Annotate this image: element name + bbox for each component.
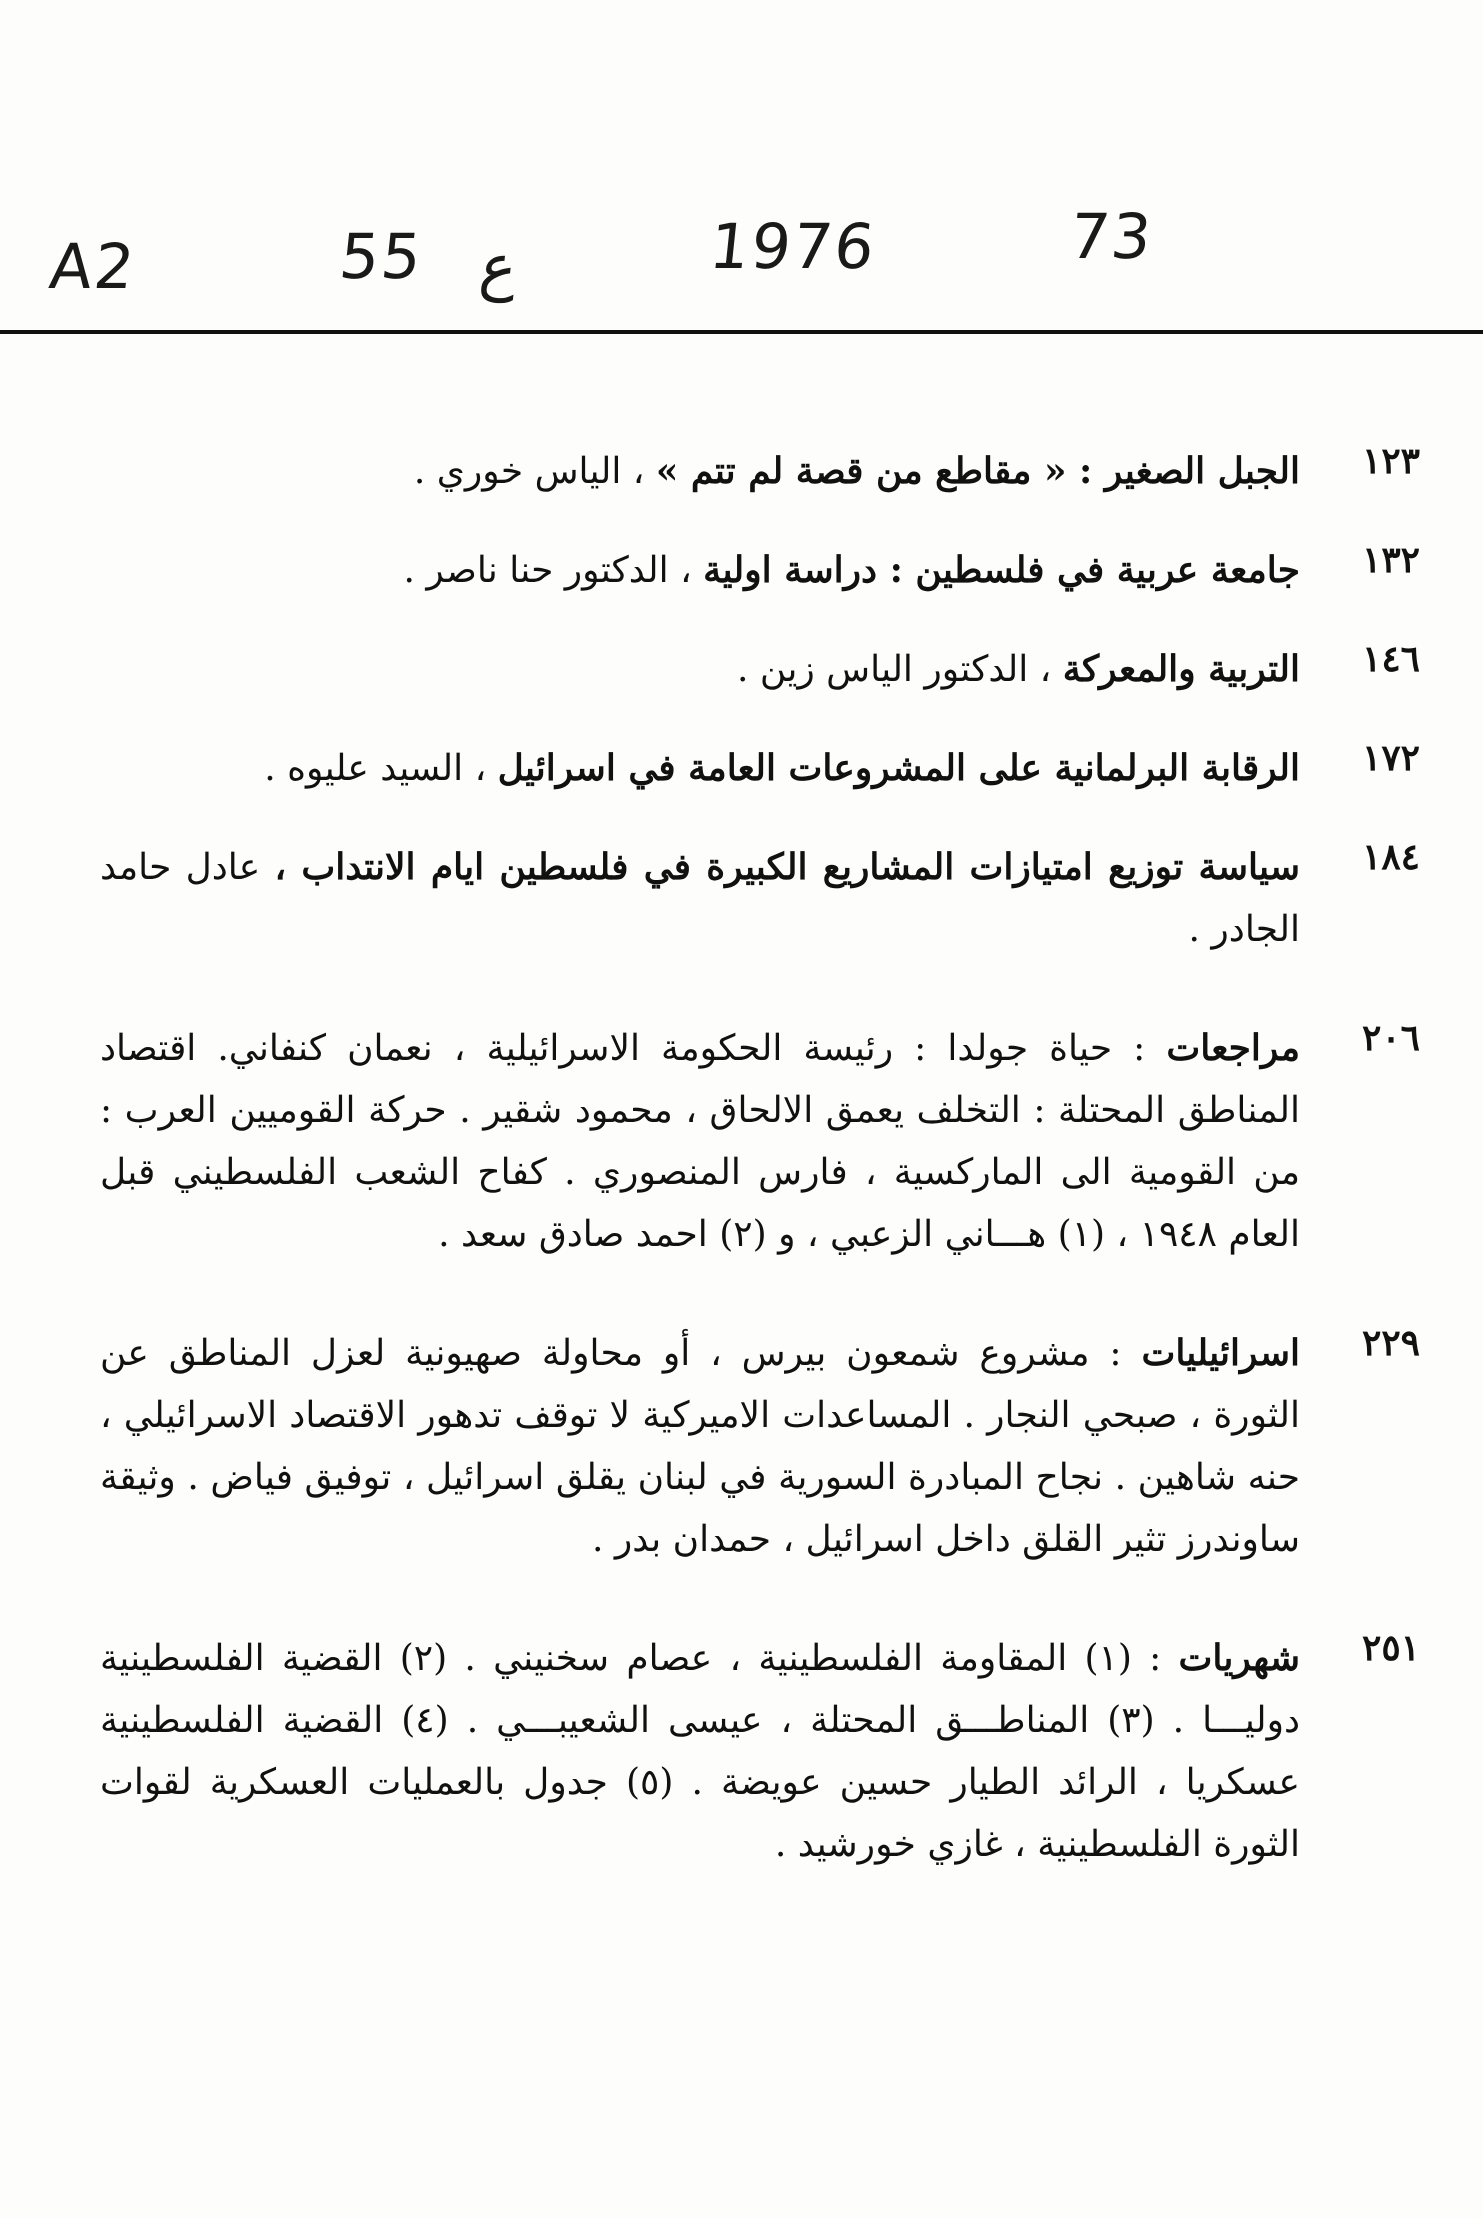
archive-code: A2 (46, 230, 140, 303)
contents-entry (100, 638, 1420, 701)
entry-text (100, 836, 1300, 961)
entry-author: : مشروع شمعون بيرس ، أو محاولة صهيونية لعزل المناطق عن الثورة ، صبحي النجار . المساعدات الاميركية لا توقف تدهور الاقتصاد الاسرائيلي ، حنه شاهين . نجاح المبادرة السورية في لبنان يقلق اسرائيل ، توفيق فياض . وثيقة ساوندرز تثير القلق داخل اسرائيل ، حمدان بدر . (100, 1333, 1301, 1560)
entry-title: مراجعات (1166, 1027, 1300, 1069)
contents-entry (100, 1017, 1420, 1266)
entry-title: جامعة عربية في فلسطين : دراسة اولية (703, 549, 1300, 591)
entry-title: الرقابة البرلمانية على المشروعات العامة في اسرائيل (497, 747, 1300, 789)
entry-page-number: ١٨٤ (1361, 836, 1420, 878)
contents-entry (100, 1322, 1420, 1571)
entry-page-number: ١٢٣ (1361, 440, 1420, 482)
contents-entry (100, 1627, 1420, 1876)
contents-entry (100, 440, 1420, 503)
entry-author: ، الياس خوري . (413, 451, 656, 492)
contents-list (100, 440, 1420, 1912)
entry-page-number: ١٤٦ (1361, 638, 1420, 680)
entry-text (100, 539, 1300, 602)
document-number: 73 (1066, 200, 1157, 273)
contents-entry (100, 539, 1420, 602)
entry-text (100, 638, 1300, 701)
entry-author: عادل حامد الجادر . (100, 847, 1300, 950)
entry-author: : (١) المقاومة الفلسطينية ، عصام سخنيني . (٢) القضية الفلسطينية دوليـــا . (٣) المناطـــق المحتلة ، عيسى الشعيبـــي . (٤) القضية الفلسطينية عسكريا ، الرائد الطيار حسين عويضة . (٥) جدول بالعمليات العسكرية لقوات الثورة الفلسطينية ، غازي خورشيد . (100, 1638, 1301, 1865)
entry-title: التربية والمعركة (1062, 648, 1300, 690)
contents-entry (100, 737, 1420, 800)
entry-author: ، الدكتور حنا ناصر . (403, 550, 704, 591)
entry-text (100, 1017, 1300, 1266)
entry-text (100, 737, 1300, 800)
entry-title: شهريات (1178, 1637, 1301, 1679)
entry-title: اسرائيليات (1141, 1332, 1300, 1374)
entry-title: سياسة توزيع امتيازات المشاريع الكبيرة في فلسطين ايام الانتداب ، (274, 846, 1300, 888)
contents-entry (100, 836, 1420, 961)
header-divider (0, 330, 1483, 334)
entry-text (100, 1322, 1300, 1571)
entry-text (100, 440, 1300, 503)
entry-author: ، الدكتور الياس زين . (737, 649, 1063, 690)
entry-title: الجبل الصغير : « مقاطع من قصة لم تتم » (655, 450, 1300, 492)
entry-page-number: ٢٥١ (1361, 1627, 1420, 1669)
entry-page-number: ٢٠٦ (1361, 1017, 1420, 1059)
entry-page-number: ١٣٢ (1361, 539, 1420, 581)
issue-number: 55 (336, 220, 427, 293)
issue-letter: ع (476, 230, 521, 303)
handwritten-header (40, 200, 1440, 310)
year: 1976 (706, 210, 880, 283)
entry-page-number: ١٧٢ (1361, 737, 1420, 779)
entry-author: ، السيد عليوه . (264, 748, 498, 789)
entry-author: : حياة جولدا : رئيسة الحكومة الاسرائيلية ، نعمان كنفاني. اقتصاد المناطق المحتلة : التخلف يعمق الالحاق ، محمود شقير . حركة القوميين العرب : من القومية الى الماركسية ، فارس المنصوري . كفاح الشعب الفلسطيني قبل العام ١٩٤٨ ، (١) هـــاني الزعبي ، و (٢) احمد صادق سعد . (100, 1028, 1300, 1255)
entry-page-number: ٢٢٩ (1361, 1322, 1420, 1364)
entry-text (100, 1627, 1300, 1876)
